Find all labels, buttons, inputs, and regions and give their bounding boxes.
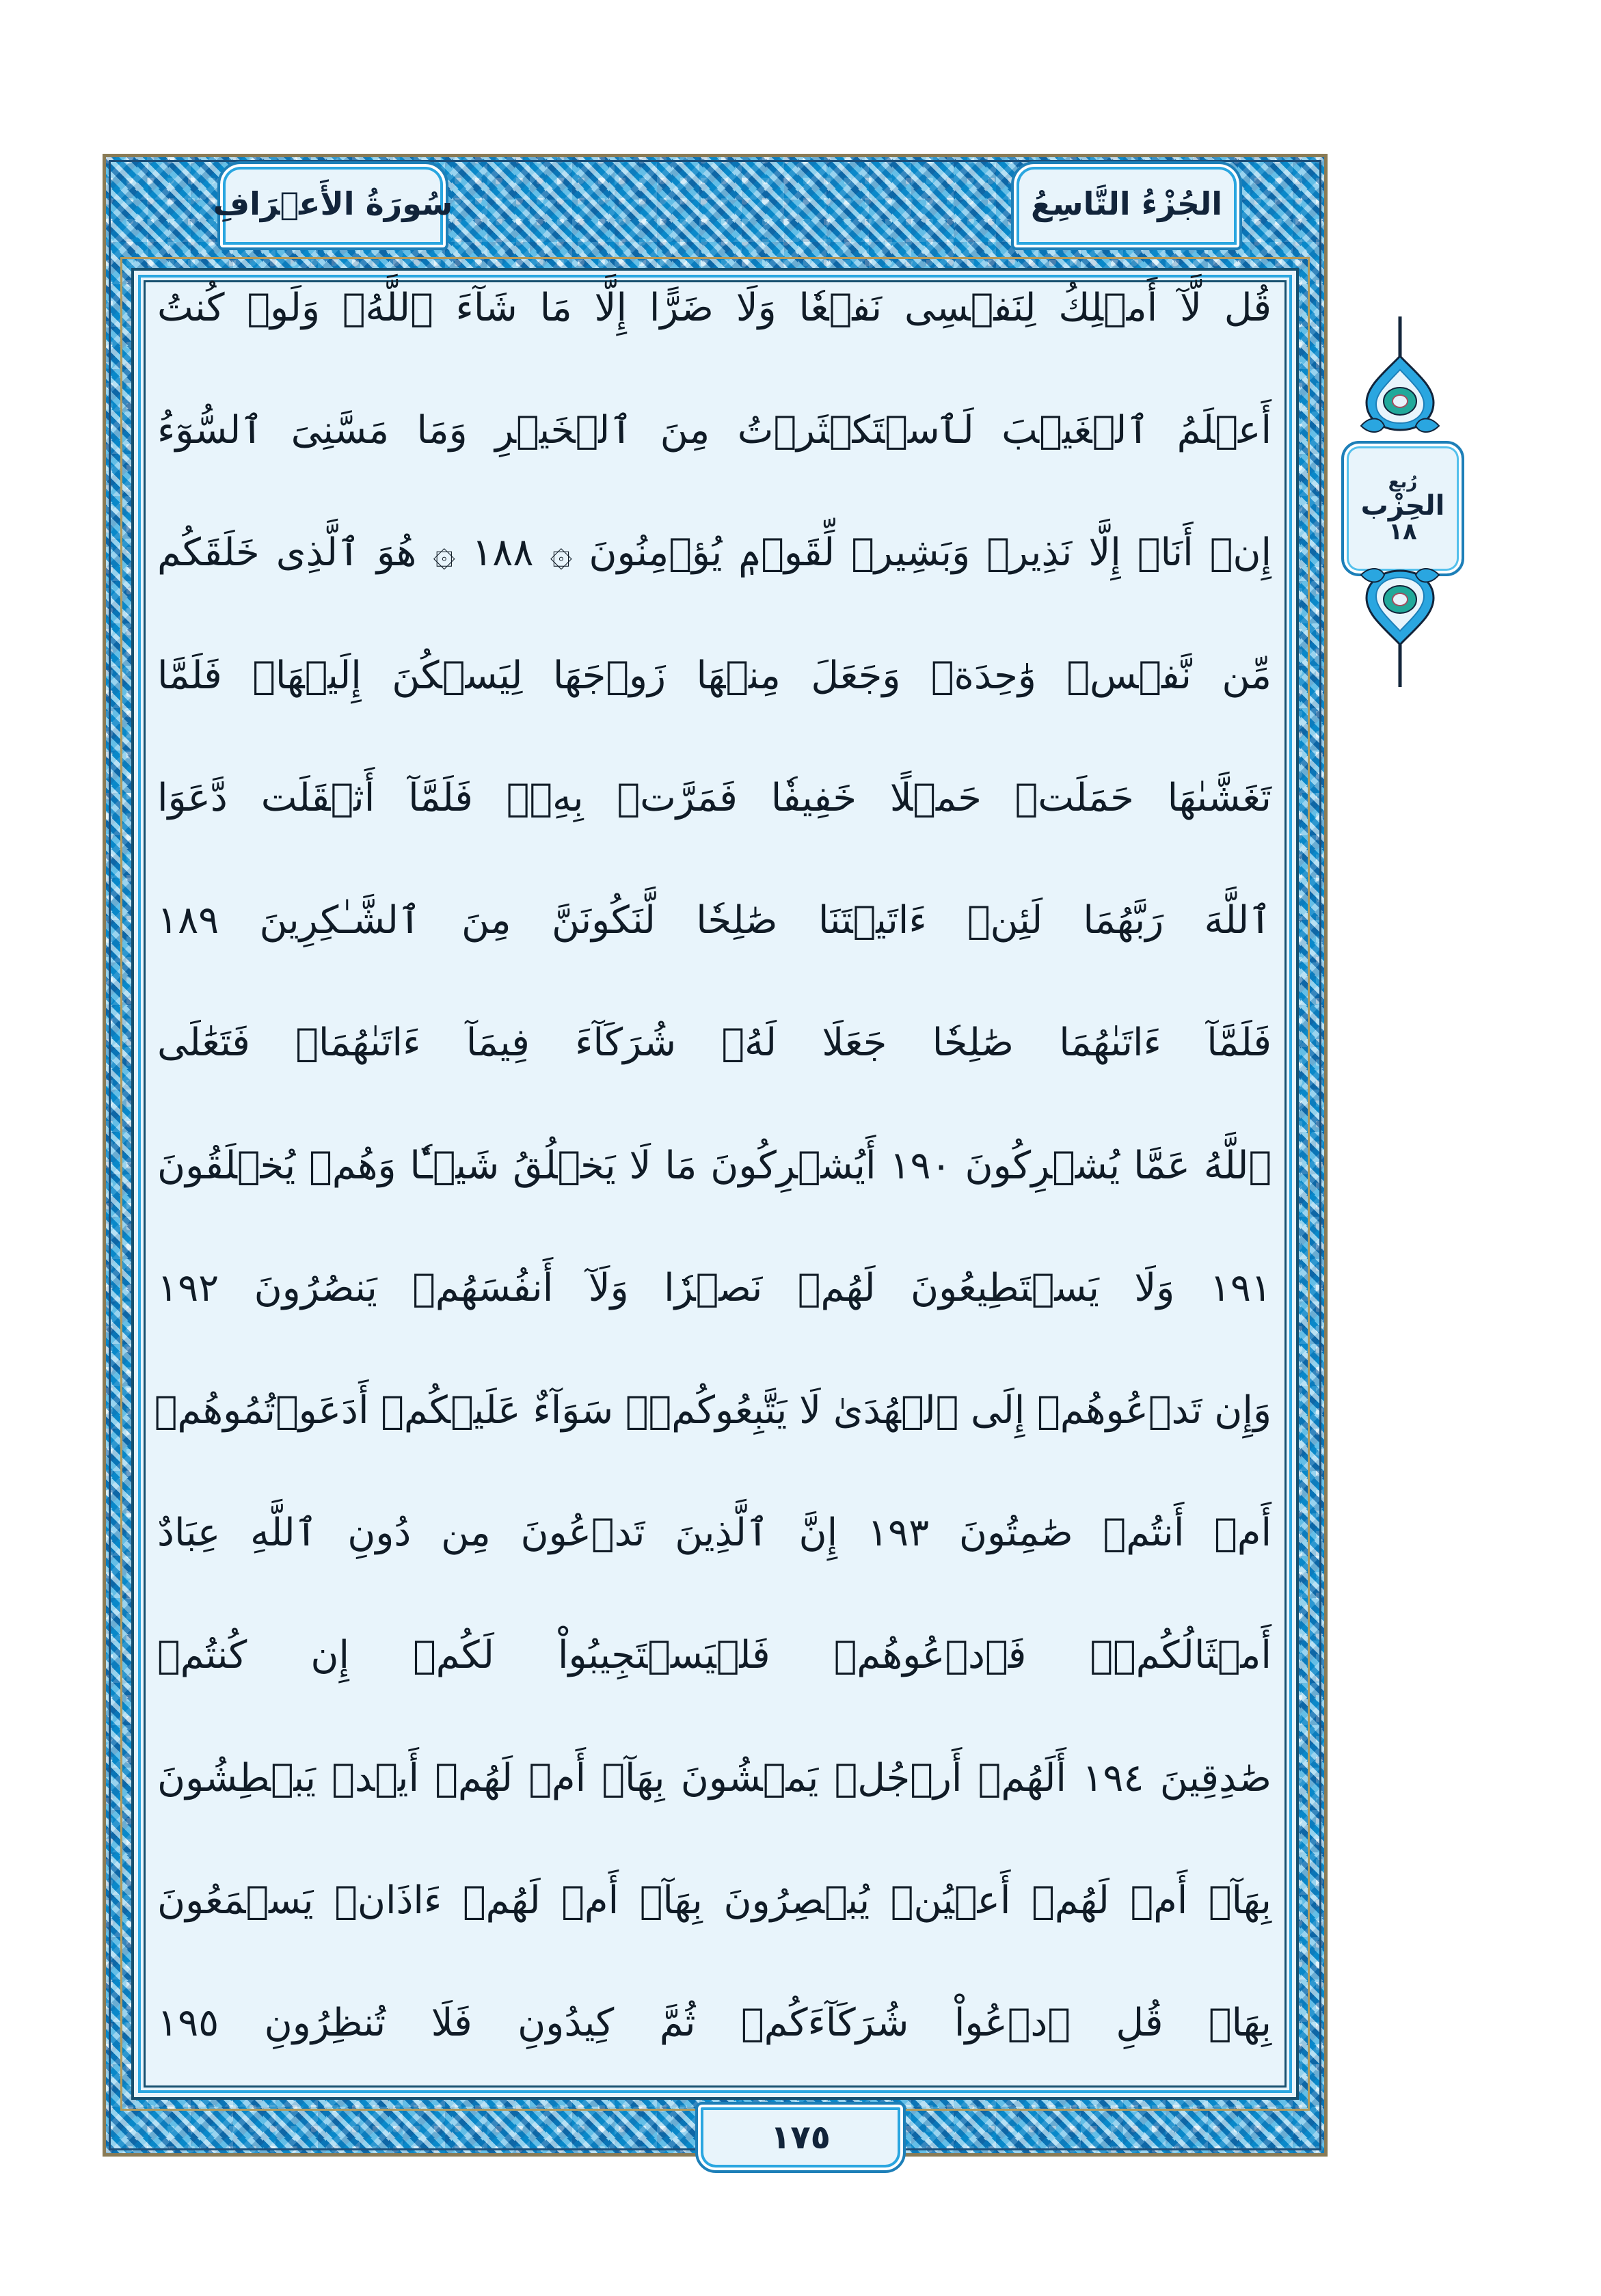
quran-text-block <box>154 273 1272 2051</box>
quran-line: فَلَمَّآ ءَاتَىٰهُمَا صَٰلِحٗا جَعَلَا لَهُۥ شُرَكَآءَ فِيمَآ ءَاتَىٰهُمَاۚ فَتَعَٰلَى <box>157 1021 1272 1066</box>
page-number: ١٧٥ <box>770 2118 831 2157</box>
hizb-label: الحِزْب <box>1360 489 1445 522</box>
quran-line: ٱللَّهَ رَبَّهُمَا لَئِنۡ ءَاتَيۡتَنَا صَٰلِحٗا لَّنَكُونَنَّ مِنَ ٱلشَّـٰكِرِينَ ١٨٩ <box>157 898 1272 943</box>
quran-line: صَٰدِقِينَ ١٩٤ أَلَهُمۡ أَرۡجُلٞ يَمۡشُونَ بِهَآۖ أَمۡ لَهُمۡ أَيۡدٖ يَبۡطِشُونَ <box>157 1755 1272 1800</box>
quran-line: بِهَآۖ أَمۡ لَهُمۡ أَعۡيُنٞ يُبۡصِرُونَ بِهَآۖ أَمۡ لَهُمۡ ءَاذَانٞ يَسۡمَعُونَ <box>157 1878 1272 1923</box>
rub-label: رُبع <box>1388 471 1418 492</box>
juz-label: الجُزْءُ التَّاسِعُ <box>1030 185 1223 222</box>
juz-cartouche <box>1011 161 1242 250</box>
quran-line: قُل لَّآ أَمۡلِكُ لِنَفۡسِى نَفۡعٗا وَلَا ضَرًّا إِلَّا مَا شَآءَ ٱللَّهُۚ وَلَوۡ كُنتُ <box>157 286 1272 330</box>
surah-label: سُورَةُ الأَعۡرَافِ <box>213 185 453 222</box>
medallion-spike-top <box>1399 316 1402 359</box>
page-number-cartouche <box>695 2102 906 2173</box>
quran-line: وَإِن تَدۡعُوهُمۡ إِلَى ٱلۡهُدَىٰ لَا يَتَّبِعُوكُمۡۚ سَوَآءٌ عَلَيۡكُمۡ أَدَعَوۡتُمُوهُمۡ <box>154 1388 1272 1433</box>
quran-line: أَمۡثَالُكُمۡۖ فَٱدۡعُوهُمۡ فَلۡيَسۡتَجِيبُواْ لَكُمۡ إِن كُنتُمۡ <box>157 1633 1272 1678</box>
quran-line: بِهَاۗ قُلِ ٱدۡعُواْ شُرَكَآءَكُمۡ ثُمَّ كِيدُونِ فَلَا تُنظِرُونِ ١٩٥ <box>157 2001 1272 2046</box>
quran-line: إِنۡ أَنَا۠ إِلَّا نَذِيرٞ وَبَشِيرٞ لِّقَوۡمٖ يُؤۡمِنُونَ ۞ ١٨٨ ۞ هُوَ ٱلَّذِى خَلَقَكُم <box>157 530 1272 576</box>
hizb-medallion <box>1332 311 1468 694</box>
quran-line: ٱللَّهُ عَمَّا يُشۡرِكُونَ ١٩٠ أَيُشۡرِكُونَ مَا لَا يَخۡلُقُ شَيۡـٔٗا وَهُمۡ يُخۡلَقُونَ <box>157 1143 1272 1188</box>
quran-line: أَعۡلَمُ ٱلۡغَيۡبَ لَٱسۡتَكۡثَرۡتُ مِنَ ٱلۡخَيۡرِ وَمَا مَسَّنِىَ ٱلسُّوٓءُ <box>157 408 1272 453</box>
medallion-spike-bottom <box>1399 645 1402 687</box>
hizb-label-box <box>1341 441 1464 576</box>
medallion-ornament-bottom <box>1349 565 1451 647</box>
hizb-number: ١٨ <box>1388 517 1417 545</box>
quran-line: تَغَشَّىٰهَا حَمَلَتۡ حَمۡلًا خَفِيفٗا فَمَرَّتۡ بِهِۦۖ فَلَمَّآ أَثۡقَلَت دَّعَوَا <box>157 775 1272 820</box>
quran-line: مِّن نَّفۡسٖ وَٰحِدَةٖ وَجَعَلَ مِنۡهَا زَوۡجَهَا لِيَسۡكُنَ إِلَيۡهَاۖ فَلَمَّا <box>157 653 1272 698</box>
surah-cartouche <box>213 161 453 250</box>
quran-line: ١٩١ وَلَا يَسۡتَطِيعُونَ لَهُمۡ نَصۡرٗا وَلَآ أَنفُسَهُمۡ يَنصُرُونَ ١٩٢ <box>157 1265 1272 1310</box>
medallion-ornament-top <box>1349 353 1451 435</box>
quran-line: أَمۡ أَنتُمۡ صَٰمِتُونَ ١٩٣ إِنَّ ٱلَّذِينَ تَدۡعُونَ مِن دُونِ ٱللَّهِ عِبَادٌ <box>157 1511 1272 1556</box>
